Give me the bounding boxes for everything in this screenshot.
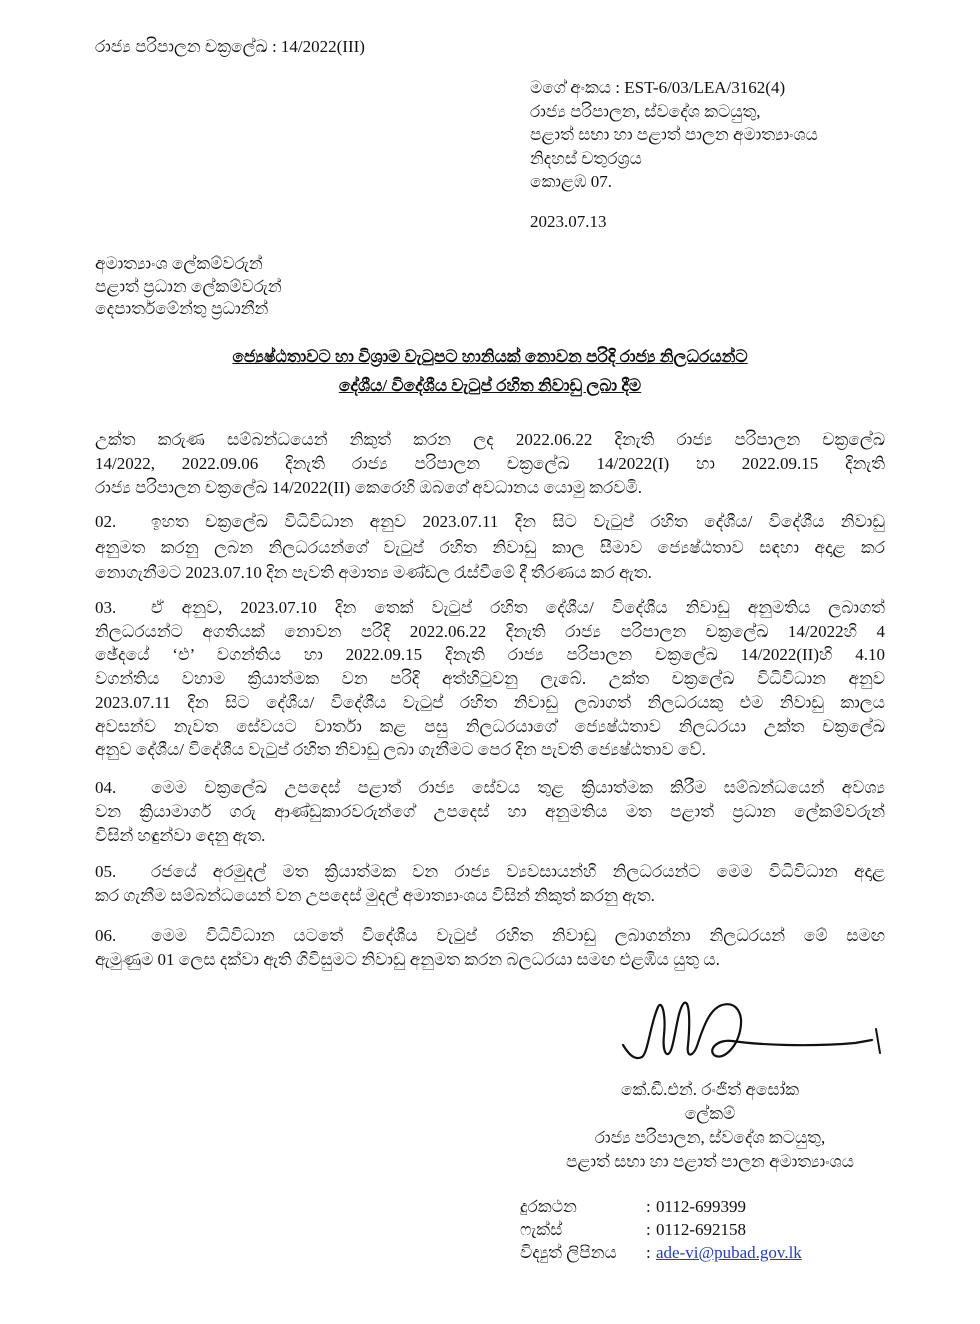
paragraph-line: ඇමුණුම 01 ලෙස දක්වා ඇති ගිවිසුමට නිවාඩු අනුමත කරන බලධරයා සමඟ එළඹිය යුතු ය. xyxy=(95,950,720,969)
title-line: දේශීය/ විදේශීය වැටුප් රහිත නිවාඩු ලබා දීම xyxy=(338,376,642,395)
phone-number: 0112-699399 xyxy=(656,1197,747,1216)
signatory-ministry-line: පළාත් සභා හා පළාත් පාලන අමාත්‍යාංශය xyxy=(566,1152,854,1171)
paragraph-06 xyxy=(95,924,885,972)
paragraph-line: වගන්තිය වහාම ක්‍රියාත්මක වන පරිදි අත්හිටුවනු ලැබේ. උක්ත චක්‍රලේඛ විධිවිධාන අනුව xyxy=(95,669,885,689)
paragraph-04 xyxy=(95,776,885,848)
paragraph-text: ඒ අනුව, 2023.07.10 දින තෙක් වැටුප් රහිත දේශීය/ විදේශීය නිවාඩු අනුමතිය ලබාගත් xyxy=(151,598,885,617)
addressee-line: දෙපාර්තමේන්තු ප්‍රධානීන් xyxy=(95,299,269,318)
signature xyxy=(610,995,890,1080)
fax-number: 0112-692158 xyxy=(656,1220,747,1239)
circular-number: රාජ්‍ය පරිපාලන චක්‍රලේඛ : 14/2022(III) xyxy=(95,37,365,56)
paragraph-01 xyxy=(95,428,885,500)
paragraph-number: 05. xyxy=(95,862,117,881)
sender-address-line: කොළඹ 07. xyxy=(530,172,613,191)
paragraph-line: අවසන්ව නැවත සේවයට වාර්තා කළ පසු නිලධරයාගේ ජ්‍යෙෂ්ඨතාව නිලධරයා උක්ත චක්‍රලේඛ xyxy=(95,716,885,736)
paragraph-text: රජයේ අරමුදල් මත ක්‍රියාත්මක වන රාජ්‍ය ව්‍යවසායන්හි නිලධරයන්ට මෙම විධිවිධාන අදාළ xyxy=(151,862,885,881)
contact-separator: : xyxy=(646,1220,651,1239)
paragraph-text: මෙම විධිවිධාන යටතේ විදේශීය වැටුප් රහිත නිවාඩු ලබාගන්නා නිලධරයන් මේ සමඟ xyxy=(151,926,885,945)
paragraph-line: 14/2022, 2022.09.06 දිනැති රාජ්‍ය පරිපාලන චක්‍රලේඛ 14/2022(I) හා 2022.09.15 දිනැති xyxy=(95,454,885,473)
sender-address-line: පළාත් සභා හා පළාත් පාලන අමාත්‍යාංශය xyxy=(530,125,818,144)
paragraph-line xyxy=(95,860,885,884)
sender-address-line: රාජ්‍ය පරිපාලන, ස්වදේශ කටයුතු, xyxy=(530,101,761,121)
paragraph-line: රාජ්‍ය පරිපාලන චක්‍රලේඛ 14/2022(II) කෙරෙහි ඔබගේ අවධානය යොමු කරවමි. xyxy=(95,478,642,497)
addressee-line: අමාත්‍යාංශ ලේකම්වරුන් xyxy=(95,254,263,273)
sender-block xyxy=(530,76,818,194)
paragraph-line: වන ක්‍රියාමාර්ග ගරු ආණ්ඩුකාරවරුන්ගේ උපදෙස් හා අනුමතිය මත පළාත් ප්‍රධාන ලේකම්වරුන් xyxy=(95,802,885,821)
paragraph-line: අනුමත කරනු ලබන නිලධරයන්ගේ වැටුප් රහිත නිවාඩු කාල සීමාව ජ්‍යෙෂ්ඨතාව සඳහා අදාළ කර xyxy=(95,537,885,557)
paragraph-number: 03. xyxy=(95,598,117,617)
paragraph-line: කර ගැනීම සම්බන්ධයෙන් වන උපදෙස් මුදල් අමාත්‍යාංශය විසින් නිකුත් කරනු ඇත. xyxy=(95,886,655,905)
paragraph-05 xyxy=(95,860,885,908)
contact-label: ෆැක්ස් xyxy=(520,1220,563,1239)
paragraph-line: උක්ත කරුණ සම්බන්ධයෙන් නිකුත් කරන ලද 2022.06.22 දිනැති රාජ්‍ය පරිපාලන චක්‍රලේඛ xyxy=(95,430,885,449)
contact-phone xyxy=(520,1195,802,1218)
sender-address-line: නිදහස් චතුරශ්‍රය xyxy=(530,148,642,168)
contact-separator: : xyxy=(646,1243,651,1262)
paragraph-text: මෙම චක්‍රලේඛ උපදෙස් පළාත් රාජ්‍ය සේවය තුළ ක්‍රියාත්මක කිරීම සම්බන්ධයෙන් අවශ්‍ය xyxy=(151,778,885,797)
paragraph-line xyxy=(95,924,885,948)
contact-email xyxy=(520,1241,802,1264)
paragraph-line: 2023.07.11 දින සිට දේශීය/ විදේශීය වැටුප් රහිත නිවාඩු ලබාගත් නිලධරයකු එම නිවාඩු කාලය xyxy=(95,692,885,712)
signatory-designation: ලේකම් xyxy=(684,1104,736,1123)
paragraph-line: අනුව දේශීය/ විදේශීය වැටුප් රහිත නිවාඩු ලබා ගැනීමට පෙර දින පැවති ජ්‍යෙෂ්ඨතාව වේ. xyxy=(95,740,706,760)
paragraph-text: ඉහත චක්‍රලේඛ විධිවිධාන අනුව 2023.07.11 දින සිට වැටුප් රහිත දේශීය/ විදේශීය නිවාඩු xyxy=(151,512,885,531)
title-line: ජ්‍යෙෂ්ඨතාවට හා විශ්‍රාම වැටුපට හානියක් නොවන පරිදි රාජ්‍ය නිලධරයන්ට xyxy=(232,347,748,366)
contact-separator: : xyxy=(646,1197,651,1216)
paragraph-line: නිලධරයන්ට අගතියක් නොවන පරිදි 2022.06.22 දිනැති රාජ්‍ය පරිපාලන චක්‍රලේඛ 14/2022හි 4 xyxy=(95,621,885,641)
contact-details xyxy=(520,1195,802,1264)
contact-label: දුරකථන xyxy=(520,1197,577,1216)
signatory-name: කේ.ඩී.එන්. රංජිත් අසෝක xyxy=(620,1080,800,1099)
paragraph-line: විසින් හඳුන්වා දෙනු ඇත. xyxy=(95,826,266,845)
paragraph-line: නොගැනීමට 2023.07.10 දින පැවති අමාත්‍ය මණ්ඩල රැස්වීමේ දී තීරණය කර ඇත. xyxy=(95,563,652,582)
addressee-line: පළාත් ප්‍රධාන ලේකම්වරුන් xyxy=(95,276,282,296)
document-title xyxy=(95,342,885,400)
paragraph-line: ඡේදයේ ‘එ’ වගන්තිය හා 2022.09.15 දිනැති රාජ්‍ය පරිපාලන චක්‍රලේඛ 14/2022(II)හි 4.10 xyxy=(95,645,885,665)
paragraph-02 xyxy=(95,509,885,586)
paragraph-line xyxy=(95,596,885,620)
letter-date: 2023.07.13 xyxy=(530,212,607,231)
reference-number: මගේ අංකය : EST-6/03/LEA/3162(4) xyxy=(530,78,786,97)
signatory-ministry-line: රාජ්‍ය පරිපාලන, ස්වදේශ කටයුතු, xyxy=(594,1128,826,1147)
paragraph-03 xyxy=(95,596,885,762)
paragraph-number: 06. xyxy=(95,926,117,945)
signatory-block xyxy=(520,1078,900,1174)
contact-label: විද්‍යුත් ලිපිනය xyxy=(520,1243,617,1262)
paragraph-number: 02. xyxy=(95,512,117,531)
paragraph-line xyxy=(95,509,885,535)
contact-fax xyxy=(520,1218,802,1241)
email-link[interactable]: ade-vi@pubad.gov.lk xyxy=(656,1243,802,1262)
paragraph-line xyxy=(95,776,885,800)
paragraph-number: 04. xyxy=(95,778,117,797)
addressees xyxy=(95,253,282,321)
